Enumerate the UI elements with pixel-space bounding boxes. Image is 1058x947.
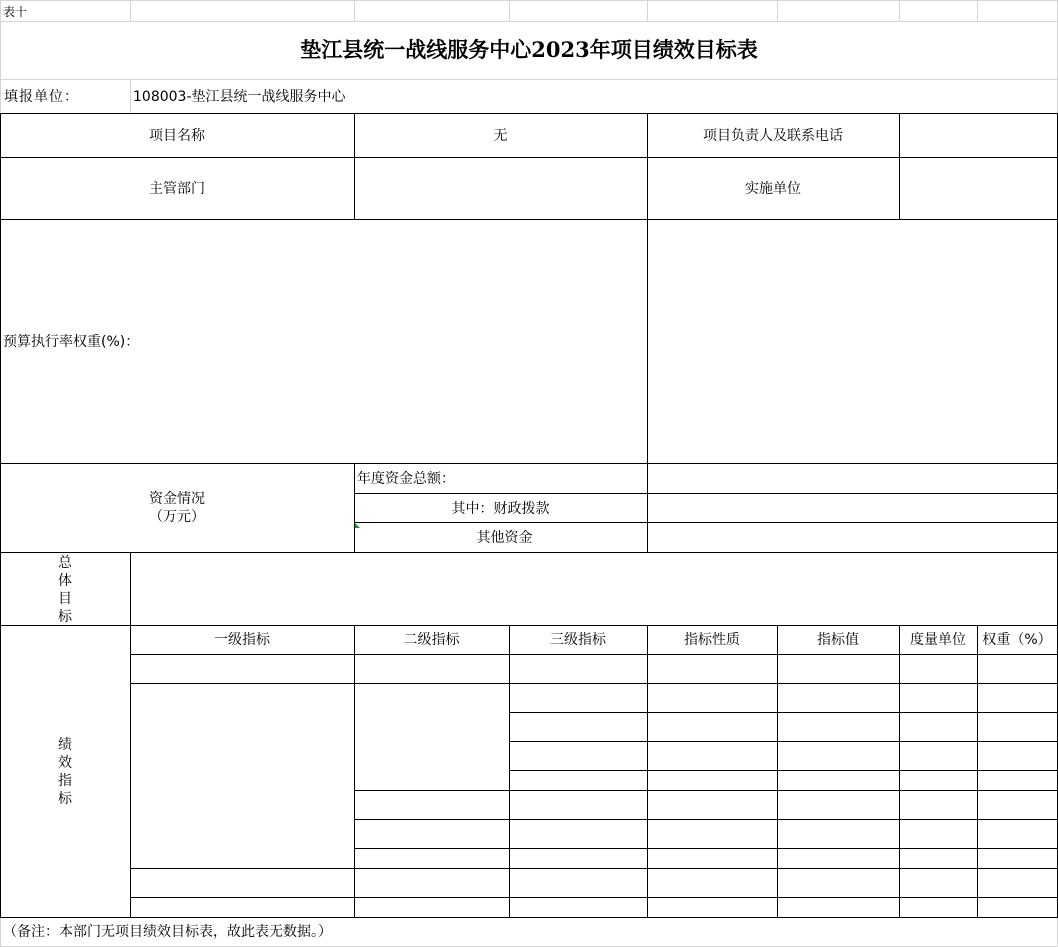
gridline <box>509 0 510 21</box>
table-border <box>0 219 1058 220</box>
gridline <box>130 79 131 113</box>
table-border <box>130 552 131 917</box>
annual-total-label: 年度资金总额： <box>357 471 455 487</box>
gridline <box>130 0 131 21</box>
table-border <box>354 819 1058 820</box>
col-header-level3: 三级指标 <box>550 632 606 648</box>
table-border <box>777 625 778 917</box>
footnote: （备注：本部门无项目绩效目标表，故此表无数据。） <box>3 924 332 940</box>
gridline <box>977 0 978 21</box>
table-border <box>509 625 510 917</box>
gridline <box>0 917 1 947</box>
dept-label: 主管部门 <box>149 181 205 197</box>
table-border <box>354 493 1058 494</box>
col-header-value: 指标值 <box>817 632 859 648</box>
gridline <box>899 0 900 21</box>
gridline <box>0 79 1058 80</box>
project-name-label: 项目名称 <box>149 128 205 144</box>
col-header-nature: 指标性质 <box>684 632 740 648</box>
table-border <box>354 848 1058 849</box>
table-border <box>509 770 1058 771</box>
table-border <box>647 625 648 917</box>
sheet-label: 表十 <box>3 5 28 19</box>
table-border <box>0 917 1058 918</box>
reporting-unit-value: 108003-垫江县统一战线服务中心 <box>133 89 346 105</box>
col-header-weight: 权重（%） <box>982 632 1052 648</box>
table-border <box>509 712 1058 713</box>
gridline <box>354 0 355 21</box>
page-title: 垫江县统一战线服务中心2023年项目绩效目标表 <box>300 37 758 62</box>
contact-label: 项目负责人及联系电话 <box>703 128 843 144</box>
gridline <box>777 0 778 21</box>
table-border <box>509 741 1058 742</box>
fiscal-label: 其中：财政拨款 <box>451 501 550 517</box>
reporting-unit-label: 填报单位： <box>4 89 79 105</box>
performance-label: 绩效指标 <box>58 737 72 807</box>
table-border <box>130 654 1058 655</box>
table-border <box>0 552 1058 553</box>
project-name-value: 无 <box>493 128 508 144</box>
gridline <box>647 0 648 21</box>
table-border <box>354 522 1058 523</box>
col-header-level1: 一级指标 <box>214 632 270 648</box>
table-border <box>899 113 900 219</box>
funding-unit: （万元） <box>149 509 205 525</box>
other-funds-label: 其他资金 <box>476 530 533 546</box>
table-border <box>130 868 1058 869</box>
budget-weight-label: 预算执行率权重(%)： <box>3 334 140 350</box>
funding-label: 资金情况 <box>149 491 205 507</box>
overall-goal-label: 总体目标 <box>58 555 72 625</box>
cell-comment-marker <box>355 523 360 528</box>
impl-label: 实施单位 <box>745 181 801 197</box>
table-border <box>899 625 900 917</box>
col-header-unit: 度量单位 <box>910 632 966 648</box>
table-border <box>354 625 355 917</box>
table-border <box>977 625 978 917</box>
table-border <box>354 790 1058 791</box>
table-border <box>0 463 1058 464</box>
gridline <box>0 21 1058 22</box>
table-border <box>647 113 648 552</box>
table-border <box>130 683 1058 684</box>
table-border <box>130 897 1058 898</box>
col-header-level2: 二级指标 <box>403 632 460 648</box>
